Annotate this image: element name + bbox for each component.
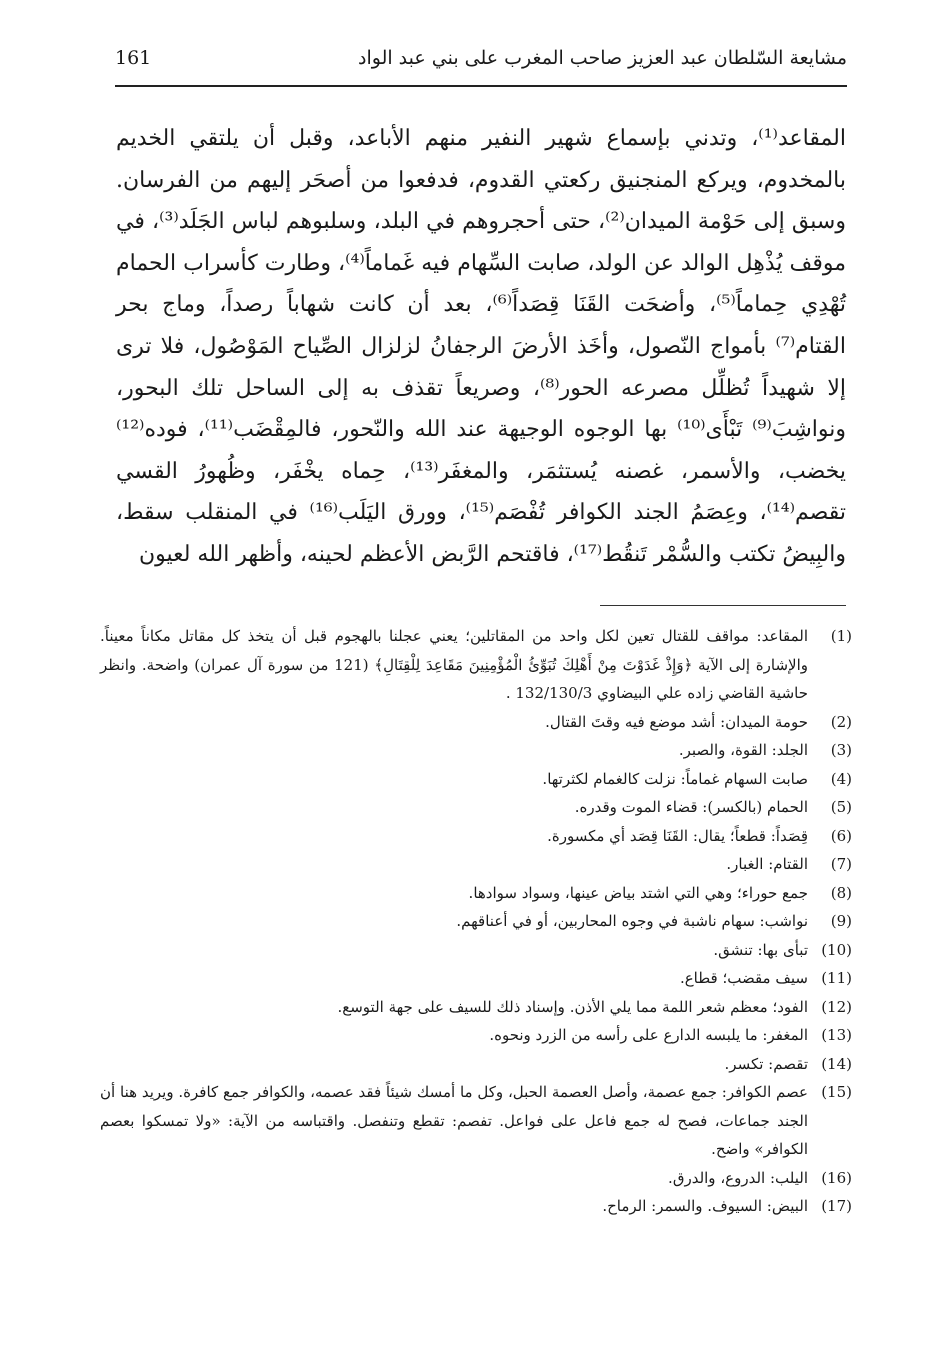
footnote-text: نواشب: سهام ناشبة في وجوه المحاربين، أو في أعناقهم.	[456, 912, 808, 930]
footnote-text: قِصَداً: قطعاً؛ يقال: القَنَا قِصَد أي مكسورة.	[547, 826, 808, 845]
footnote-number: (15)	[821, 1083, 852, 1101]
footnote-item	[100, 907, 852, 936]
footnote-item	[100, 765, 852, 794]
footnote-item	[100, 879, 852, 908]
footnote-item	[100, 964, 852, 993]
footnote-text: صابت السهام غماماً: نزلت كالغمام لكثرتها.	[542, 769, 808, 788]
footnote-number: (12)	[821, 997, 852, 1016]
footnote-text: القتام: الغبار.	[726, 855, 808, 873]
footnote-separator	[600, 605, 846, 606]
footnote-text: الفود؛ معظم شعر اللمة مما يلي الأذن. وإسناد ذلك للسيف على جهة التوسع.	[337, 997, 808, 1016]
footnote-item	[100, 622, 852, 708]
footnote-number: (8)	[830, 883, 852, 902]
footnote-number: (7)	[830, 855, 852, 873]
page-number: 161	[115, 46, 152, 69]
footnote-text: سيف مقضب؛ قطاع.	[679, 969, 808, 987]
footnote-item	[100, 708, 852, 737]
footnote-text: عصم الكوافر: جمع عصمة، وأصل العصمة الحبل، وكل ما أمسك شيئاً فقد عصمه، والكوافر جمع كافرة. ويريد هنا أن الجند جماعات، فصح له جمع فاعل على فواعل. تفصم: تقطع وتنفصل. واقتباسه من الآية: «ولا تمسكوا بعصم الكوافر» واضح.	[100, 1083, 808, 1158]
footnote-item	[100, 1192, 852, 1221]
footnote-number: (16)	[821, 1168, 852, 1187]
footnote-number: (6)	[830, 826, 852, 845]
running-title: مشايعة السّلطان عبد العزيز صاحب المغرب على بني عبد الواد	[358, 46, 847, 69]
footnote-item	[100, 1164, 852, 1193]
footnote-number: (3)	[830, 741, 852, 759]
footnote-text: جمع حوراء؛ وهي التي اشتد بياض عينها، وسواد سوادها.	[468, 883, 808, 902]
footnote-number: (4)	[830, 769, 852, 788]
footnote-number: (9)	[830, 912, 852, 930]
footnote-text: تقصم: تكسر.	[724, 1054, 808, 1073]
footnote-number: (13)	[821, 1026, 852, 1044]
footnote-number: (14)	[821, 1054, 852, 1073]
footnote-text: الحمام (بالكسر): قضاء الموت وقدره.	[574, 798, 808, 816]
footnote-number: (10)	[821, 940, 852, 959]
main-text: المقاعد⁽¹⁾، وتدني بإسماع شهير النفير منهم الأباعد، وقبل أن يلتقي الخديم بالمخدوم، ويركع المنجنيق ركعتي القدوم، فدفعوا من أصحَر إليهم من الفرسان. وسبق إلى حَوْمة الميدان⁽²⁾، حتى أحجروهم في البلد، وسلبوهم لباس الجَلَد⁽³⁾، في موقف يُذْهِل الوالد عن الولد، صابت السِّهام فيه غَماماً⁽⁴⁾، وطارت كأسراب الحمام تُهْدِي حِماماً⁽⁵⁾، وأضحَت القَنَا قِصَداً⁽⁶⁾، بعد أن كانت شهاباً رصداً، وماج بحر القتام⁽⁷⁾ بأمواج النّصول، وأخَذ الأرضَ الرجفانُ لزلزال الصِّياح المَوْصُول، فلا ترى إلا شهيداً تُظلِّل مصرعه الحور⁽⁸⁾، وصريعاً تقذف به إلى الساحل تلك البحور، ونواشِبَ⁽⁹⁾ تَبْأَى⁽¹⁰⁾ بها الوجوه الوجيهة عند الله والنّحور، فالمِقْضَب⁽¹¹⁾، فوده⁽¹²⁾ يخضب، والأسمر، غصنه يُستثمَر، والمغفَر⁽¹³⁾، حِماه يخْفَر، وظُهورُ القسي تقصم⁽¹⁴⁾، وعِصَمُ الجند الكوافر تُفْصَم⁽¹⁵⁾، وورق اليَلَب⁽¹⁶⁾ في المنقلب سقط، والبِيضُ تكتب والسُّمْر تَنقُط⁽¹⁷⁾، فاقتحم الرَّبض الأعظم لحينه، وأظهر الله لعيون	[116, 126, 847, 567]
footnote-number: (2)	[830, 712, 852, 731]
page-header	[115, 30, 847, 87]
footnote-item	[100, 936, 852, 965]
footnote-text: اليلب: الدروع، والدرق.	[668, 1168, 808, 1187]
footnote-number: (17)	[821, 1197, 852, 1215]
footnote-item	[100, 1050, 852, 1079]
footnote-number: (1)	[830, 627, 852, 645]
footnote-text: تبأى بها: تنشق.	[713, 940, 808, 959]
footnote-number: (11)	[821, 969, 852, 987]
footnote-text: الجلد: القوة، والصبر.	[678, 741, 808, 759]
footnote-item	[100, 822, 852, 851]
footnote-number: (5)	[830, 798, 852, 816]
footnote-item	[100, 793, 852, 822]
footnote-item	[100, 1021, 852, 1050]
footnote-text: حومة الميدان: أشد موضع فيه وقتَ القتال.	[545, 712, 808, 731]
footnotes-list	[100, 622, 852, 1221]
footnote-item	[100, 850, 852, 879]
footnote-text: المغفر: ما يلبسه الدارع على رأسه من الزرد ونحوه.	[489, 1026, 808, 1044]
footnote-text: البيض: السيوف. والسمر: الرماح.	[602, 1197, 808, 1215]
footnote-item	[100, 1078, 852, 1164]
footnote-item	[100, 993, 852, 1022]
footnote-text: المقاعد: مواقف للقتال تعين لكل واحد من المقاتلين؛ يعني عجلنا بالهجوم قبل أن يتخذ كل مقاتل مكاناً معيناً. والإشارة إلى الآية ﴿وَإِذْ غَدَوْتَ مِنْ أَهْلِكَ تُبَوِّئُ الْمُؤْمِنِينَ مَقَاعِدَ لِلْقِتَالِ﴾ (121 من سورة آل عمران) واضحة. وانظر حاشية القاضي زاده علي البيضاوي 132/130/3 .	[100, 627, 808, 702]
footnote-item	[100, 736, 852, 765]
